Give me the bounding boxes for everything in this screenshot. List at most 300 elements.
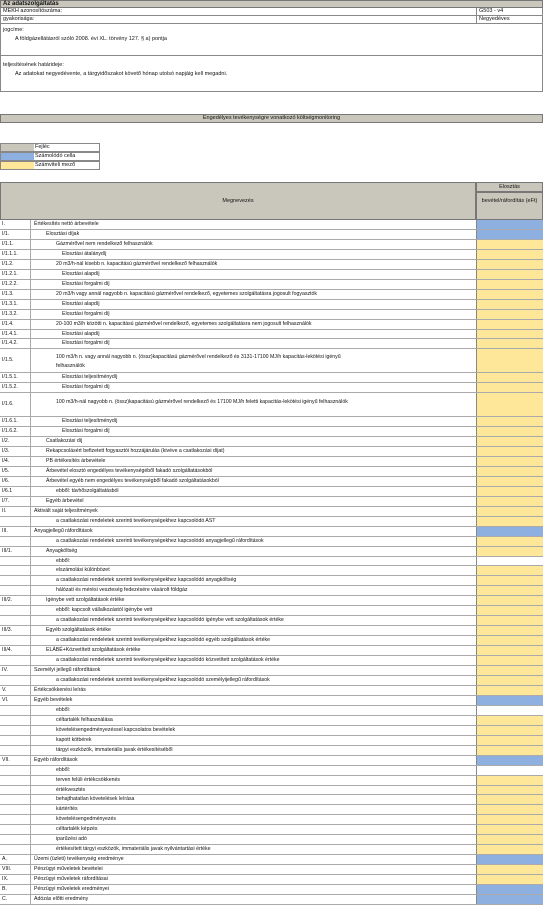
row-code: I/1.5.1. [2,374,18,381]
row-code: IV. [2,667,8,674]
legend-label: Számolódó cella [35,153,76,159]
table-row [0,339,543,349]
value-cell[interactable] [476,666,543,675]
row-divider [30,330,31,339]
row-code: I/3. [2,448,10,454]
row-code: I/1.5.2. [2,384,18,391]
row-code: III/3. [2,627,13,634]
row-code: III/4. [2,647,13,654]
table-row [0,527,543,537]
row-code: I/1.4. [2,320,14,327]
row-label: Elosztási forgalmi díj [62,384,110,391]
table-row [0,656,543,666]
row-label: értékvesztés [56,786,86,793]
value-cell[interactable] [476,373,543,382]
row-divider [30,457,31,466]
value-cell[interactable] [476,467,543,476]
value-cell [476,855,543,864]
legend-label: Számviteli mező [35,162,76,168]
row-label: 20 m3/h vagy annál nagyobb n. kapacitású gázmérővel rendelkező, egyetemes szolgáltatásra jogosult fogyasztók [56,290,317,297]
row-code: I/1.2. [2,260,14,267]
table-row [0,373,543,383]
table-row [0,310,543,320]
row-divider [30,383,31,392]
value-cell[interactable] [476,566,543,575]
row-code: I/1.5. [2,357,14,364]
value-cell[interactable] [476,656,543,665]
table-row [0,300,543,310]
row-code: I/4. [2,457,10,464]
table-row [0,240,543,250]
row-label: Anyagköltség [46,547,78,554]
table-row [0,716,543,726]
value-cell[interactable] [476,835,543,844]
table-row [0,427,543,437]
row-divider [30,557,31,566]
table-row [0,250,543,260]
legend-item-header [0,143,100,152]
row-divider [30,393,31,416]
row-divider [30,250,31,259]
row-code: VII. [2,756,10,763]
table-row [0,467,543,477]
row-label: 100 m3/h-nál nagyobb n. (össz)kapacitású gázmérővel rendelkező és 17100 MJ/h feletti kapacitás-lekötési igényű felhasználók [56,399,348,406]
row-divider [30,447,31,456]
row-divider [30,537,31,546]
row-label: a csatlakozási rendeletek szerinti tevékenységekhez kapcsolódó anyagköltség [56,577,237,584]
row-divider [30,626,31,635]
value-cell[interactable] [476,865,543,874]
row-label: Rekapcsolásért befizetett fogyasztói hozzájárulás (kivéve a csatlakozási díjat) [46,448,225,454]
row-divider [30,300,31,309]
row-code: I/1.2.1. [2,270,18,277]
row-label: Egyéb árbevétel [46,497,84,504]
value-cell[interactable] [476,349,543,372]
value-cell[interactable] [476,636,543,645]
table-row [0,895,543,905]
row-code: I/6.1 [2,487,13,494]
row-divider [30,487,31,496]
row-code: III/1. [2,547,13,554]
row-divider [30,835,31,844]
table-row [0,646,543,656]
frequency-row [0,16,543,24]
value-cell[interactable] [476,805,543,814]
row-label: céltartalék felhasználása [56,716,113,723]
value-cell[interactable] [476,497,543,506]
row-divider [30,373,31,382]
table-row [0,845,543,855]
mekh-value: G503 - v4 [476,8,543,15]
row-divider [30,606,31,615]
table-row [0,666,543,676]
table-row [0,576,543,586]
row-divider [30,260,31,269]
row-divider [30,437,31,446]
value-cell [476,230,543,239]
row-label: Elosztási forgalmi díj [62,428,110,435]
row-divider [30,290,31,299]
value-cell[interactable] [476,290,543,299]
value-cell[interactable] [476,487,543,496]
table-row [0,557,543,567]
row-label: iparűzési adó [56,836,87,843]
row-label: Gázmérővel nem rendelkező felhasználók [56,240,153,247]
value-cell[interactable] [476,795,543,804]
row-divider [30,596,31,605]
row-label: Személyi jellegű ráfordítások [34,667,101,674]
legend-swatch [1,153,34,160]
row-label: Adózás előtti eredmény [34,896,89,903]
row-label: a csatlakozási rendeletek szerinti tevékenységekhez kapcsolódó egyéb szolgáltatások értéke [56,637,270,644]
table-row [0,686,543,696]
deadline-label: teljesítésének határideje: [3,62,64,68]
row-divider [30,467,31,476]
row-label: hálózati és mérési veszteség fedezésére vásárolt földgáz [56,587,188,594]
row-label: Csatlakozási díj [46,438,83,445]
table-row [0,606,543,616]
row-divider [30,786,31,795]
table-row [0,746,543,756]
row-divider [30,586,31,595]
table-row [0,815,543,825]
value-cell[interactable] [476,457,543,466]
value-cell[interactable] [476,815,543,824]
table-row [0,636,543,646]
row-label: a csatlakozási rendeletek szerinti tevékenységekhez kapcsolódó személyijellegű ráfordítások [56,677,270,683]
value-cell[interactable] [476,825,543,834]
column-header-value: bevétel/ráfordítás (eFt) [476,192,543,220]
value-cell[interactable] [476,393,543,416]
value-cell[interactable] [476,845,543,854]
row-divider [30,576,31,585]
value-cell[interactable] [476,250,543,259]
value-cell [476,766,543,775]
row-label: ebből: [56,557,71,564]
row-code: B. [2,886,7,893]
row-code: I/5. [2,467,10,474]
value-cell[interactable] [476,547,543,556]
value-cell [476,885,543,894]
row-label: a csatlakozási rendeletek szerinti tevékenységekhez kapcsolódó AST [56,517,216,524]
table-row [0,776,543,786]
value-cell[interactable] [476,300,543,309]
row-divider [30,776,31,785]
table-row [0,230,543,240]
legend-item-accounting [0,161,100,170]
table-row [0,220,543,230]
column-group-header: Elosztás [476,182,543,192]
row-label: ebből: [56,766,71,773]
legend-label: Fejléc [35,144,50,150]
table-row [0,487,543,497]
row-divider [30,885,31,894]
row-divider [30,527,31,536]
legend-swatch [1,144,34,151]
row-code: I/1.3.2. [2,310,18,317]
value-cell[interactable] [476,776,543,785]
value-cell[interactable] [476,270,543,279]
row-label: Egyéb bevételek [34,696,73,703]
value-cell[interactable] [476,517,543,526]
value-cell[interactable] [476,716,543,725]
row-code: III. [2,527,8,534]
value-cell [476,696,543,705]
row-label: tárgyi eszközök, immateriális javak értékesítéséből [56,746,173,753]
row-label: Igénybe vett szolgáltatások értéke [46,597,125,604]
row-divider [30,230,31,239]
table-row [0,596,543,606]
row-label: Értékesítés nettó árbevétele [34,221,99,227]
row-label: Aktivált saját teljesítmények [34,507,98,514]
value-cell[interactable] [476,626,543,635]
value-cell[interactable] [476,676,543,685]
value-cell[interactable] [476,646,543,655]
table-row [0,835,543,845]
value-cell[interactable] [476,736,543,745]
deadline-box [0,56,543,92]
row-code: I/1.1. [2,240,14,247]
row-code: I. [2,221,5,227]
row-divider [30,270,31,279]
table-row [0,280,543,290]
table-row [0,756,543,766]
value-cell[interactable] [476,606,543,615]
value-cell[interactable] [476,576,543,585]
table-row [0,786,543,796]
value-cell[interactable] [476,875,543,884]
value-cell[interactable] [476,447,543,456]
mekh-label: MEKH azonosítószáma: [3,8,62,14]
row-label: Elosztási alapdíj [62,270,100,277]
section-title: Engedélyes tevékenységre vonatkozó költségmonitoring [0,114,543,123]
row-code: I/1.6.1. [2,418,18,425]
table-row [0,566,543,576]
row-code: IX. [2,876,9,883]
row-divider [30,795,31,804]
row-divider [30,547,31,556]
row-divider [30,825,31,834]
row-code: A. [2,856,7,863]
value-cell [476,895,543,904]
value-cell [476,706,543,715]
row-label-continued: felhasználók [56,363,85,370]
row-label: Egyéb szolgáltatások értéke [46,627,111,634]
row-label: céltartalék képzés [56,826,98,833]
table-row [0,477,543,487]
row-divider [30,766,31,775]
row-label: 100 m3/h n. vagy annál nagyobb n. (össz)kapacitású gázmérővel rendelkező és 3131-17100 MJ/h kapacitás-lekötési igényű [56,354,341,361]
row-label: ebből: kapcsolt vállalkozástól igénybe vett [56,607,153,614]
row-label: PB értékesítés árbevétele [46,457,106,464]
value-cell[interactable] [476,616,543,625]
value-cell [476,756,543,765]
table-row [0,349,543,373]
row-divider [30,349,31,372]
row-divider [30,427,31,436]
row-code: I/1.3. [2,290,14,297]
row-divider [30,280,31,289]
row-code: I/1.6.2. [2,428,18,435]
value-cell [476,527,543,536]
header-title: Az adatszolgáltatás [0,0,543,8]
value-cell [476,220,543,229]
row-code: I/7. [2,497,10,504]
row-divider [30,507,31,516]
table-row [0,507,543,517]
value-cell [476,557,543,566]
row-label: követelésengedményezés [56,816,116,823]
row-label: Elosztási teljesítménydíj [62,374,118,381]
row-divider [30,477,31,486]
row-code: I/2. [2,438,10,445]
value-cell[interactable] [476,330,543,339]
row-label: Elosztási forgalmi díj [62,310,110,317]
column-header-name: Megnevezés [0,182,476,220]
row-label: követelésengedményezéssel kapcsolatos bevételek [56,726,176,733]
row-code: I/1.3.1. [2,300,18,307]
row-divider [30,320,31,329]
row-code: I/6. [2,477,10,484]
table-row [0,736,543,746]
row-label: Pénzügyi műveletek ráfordításai [34,876,108,883]
table-row [0,383,543,393]
table-row [0,865,543,875]
row-code: I/1.1.1. [2,250,18,257]
row-code: I/1. [2,230,10,237]
row-code: VI. [2,696,9,703]
value-cell[interactable] [476,339,543,348]
row-divider [30,736,31,745]
table-row [0,417,543,427]
row-divider [30,696,31,705]
row-label: Pénzügyi műveletek eredményei [34,886,109,893]
row-label: Elosztási teljesítménydíj [62,418,118,425]
row-label: ebből: [56,706,71,713]
row-divider [30,726,31,735]
row-divider [30,339,31,348]
row-label: Árbevétel egyéb nem engedélyes tevékenységből fakadó szolgáltatásokból [46,477,219,484]
row-code: I/1.2.2. [2,280,18,287]
value-cell[interactable] [476,477,543,486]
row-label: Üzemi (üzleti) tevékenység eredménye [34,856,124,863]
row-code: I/1.6. [2,401,14,408]
row-divider [30,805,31,814]
row-divider [30,517,31,526]
row-divider [30,706,31,715]
table-row [0,393,543,417]
legal-basis-box [0,24,543,56]
table-row [0,517,543,527]
row-divider [30,220,31,229]
row-code: I/1.4.2. [2,340,18,347]
row-divider [30,756,31,765]
row-divider [30,646,31,655]
row-divider [30,676,31,685]
row-label: Egyéb ráfordítások [34,756,78,763]
value-cell[interactable] [476,260,543,269]
row-divider [30,497,31,506]
row-divider [30,417,31,426]
row-code: III/2. [2,597,13,604]
row-label: a csatlakozási rendeletek szerinti tevékenységekhez kapcsolódó anyagjellegű ráfordítások [56,537,264,544]
row-label: elszámolási különbözet [56,567,110,574]
value-cell[interactable] [476,280,543,289]
value-cell[interactable] [476,726,543,735]
row-divider [30,616,31,625]
table-row [0,457,543,467]
table-row [0,676,543,686]
row-label: terven felüli értékcsökkenés [56,776,121,783]
row-label: Anyagjellegű ráfordítások [34,527,93,534]
row-divider [30,310,31,319]
row-code: II. [2,507,7,514]
table-row [0,795,543,805]
row-label: Pénzügyi műveletek bevételei [34,866,103,873]
table-row [0,547,543,557]
value-cell[interactable] [476,786,543,795]
value-cell[interactable] [476,427,543,436]
table-row [0,330,543,340]
table-row [0,586,543,596]
value-cell[interactable] [476,437,543,446]
value-cell[interactable] [476,310,543,319]
row-label: Értékcsökkenési leírás [34,686,86,693]
table-row [0,706,543,716]
table-row [0,616,543,626]
row-label: 20-100 m3/h közötti n. kapacitású gázmérővel rendelkező, egyetemes szolgáltatásra nem jogosult felhasználók [56,320,312,327]
row-divider [30,716,31,725]
row-label: ELÁBÉ+Közvetített szolgáltatások értéke [46,647,141,654]
legal-text: A földgázellátásról szóló 2008. évi XL. törvény 127. § a) pontja [15,36,167,42]
table-row [0,855,543,865]
report-header [0,0,543,77]
row-divider [30,240,31,249]
value-cell[interactable] [476,320,543,329]
row-divider [30,636,31,645]
table-row [0,290,543,300]
value-cell[interactable] [476,537,543,546]
row-code: C. [2,896,8,903]
table-row [0,885,543,895]
row-divider [30,855,31,864]
row-divider [30,666,31,675]
table-row [0,260,543,270]
value-cell[interactable] [476,240,543,249]
legend-item-calculated [0,152,100,161]
row-label: Elosztási díjak [46,230,80,237]
value-cell[interactable] [476,586,543,595]
value-cell[interactable] [476,507,543,516]
value-cell[interactable] [476,383,543,392]
table-row [0,437,543,447]
table-row [0,626,543,636]
legal-label: jogcíme: [3,27,24,33]
row-label: kapott kötbérek [56,736,92,743]
row-divider [30,815,31,824]
row-label: Elosztási átalánydíj [62,250,107,257]
table-row [0,825,543,835]
value-cell[interactable] [476,417,543,426]
row-divider [30,865,31,874]
table-row [0,537,543,547]
legend-swatch [1,162,34,169]
value-cell[interactable] [476,746,543,755]
value-cell[interactable] [476,686,543,695]
value-cell[interactable] [476,596,543,605]
row-label: értékesített tárgyi eszközök, immateriális javak nyilvántartási értéke [56,846,211,853]
frequency-value: Negyedéves [476,16,543,23]
